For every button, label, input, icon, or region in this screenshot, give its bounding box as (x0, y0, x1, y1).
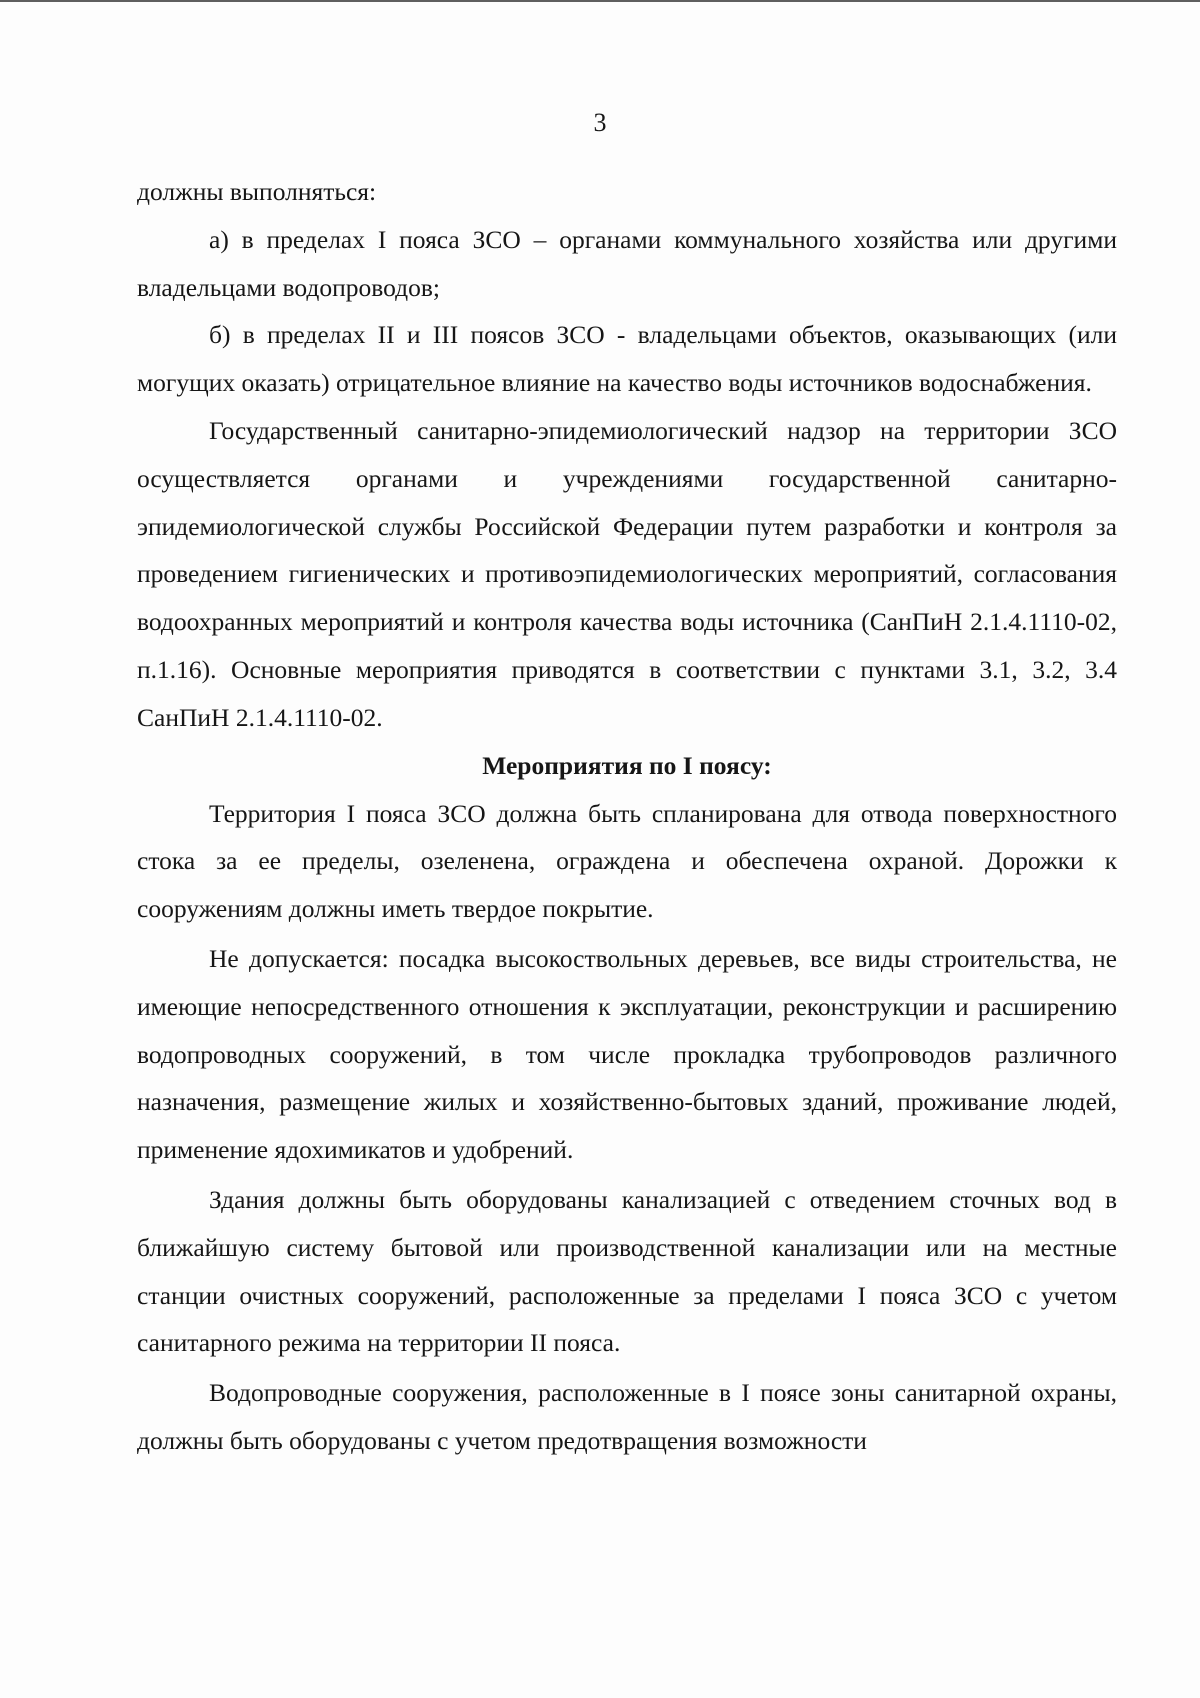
paragraph-item-b: б) в пределах II и III поясов ЗСО - владельцами объектов, оказывающих (или могущих оказать) отрицательное влияние на качество воды источников водоснабжения. (137, 320, 1117, 398)
paragraph-territory: Территория I пояса ЗСО должна быть спланирована для отвода поверхностного стока за ее пределы, озеленена, ограждена и обеспечена охраной. Дорожки к сооружениям должны иметь твердое покрытие. (137, 798, 1117, 924)
paragraph-item-a: а) в пределах I пояса ЗСО – органами коммунального хозяйства или другими владельцами водопроводов; (137, 224, 1117, 302)
paragraph-water-facilities: Водопроводные сооружения, расположенные в I поясе зоны санитарной охраны, должны быть оборудованы с учетом предотвращения возможности (137, 1378, 1117, 1455)
paragraph-buildings: Здания должны быть оборудованы канализацией с отведением сточных вод в ближайшую систему бытовой или производственной канализации или на местные станции очистных сооружений, расположенные за пределами I пояса ЗСО с учетом санитарного режима на территории II пояса. (137, 1184, 1117, 1358)
document-body (137, 168, 1117, 1465)
scan-top-edge (0, 0, 1200, 2)
paragraph-supervision: Государственный санитарно-эпидемиологический надзор на территории ЗСО осуществляется органами и учреждениями государственной санитарно-эпидемиологической службы Российской Федерации путем разработки и контроля за проведением гигиенических и противоэпидемиологических мероприятий, согласования водоохранных мероприятий и контроля качества воды источника (СанПиН 2.1.4.1110-02, п.1.16). Основные мероприятия приводятся в соответствии с пунктами 3.1, 3.2, 3.4 СанПиН 2.1.4.1110-02. (137, 415, 1117, 732)
paragraph-not-allowed: Не допускается: посадка высокоствольных деревьев, все виды строительства, не имеющие непосредственного отношения к эксплуатации, реконструкции и расширению водопроводных сооружений, в том числе прокладка трубопроводов различного назначения, размещение жилых и хозяйственно-бытовых зданий, проживание людей, применение ядохимикатов и удобрений. (137, 943, 1117, 1165)
page-number: 3 (593, 108, 607, 137)
paragraph-continuation: должны выполняться: (137, 177, 377, 206)
section-heading: Мероприятия по I поясу: (482, 750, 772, 780)
